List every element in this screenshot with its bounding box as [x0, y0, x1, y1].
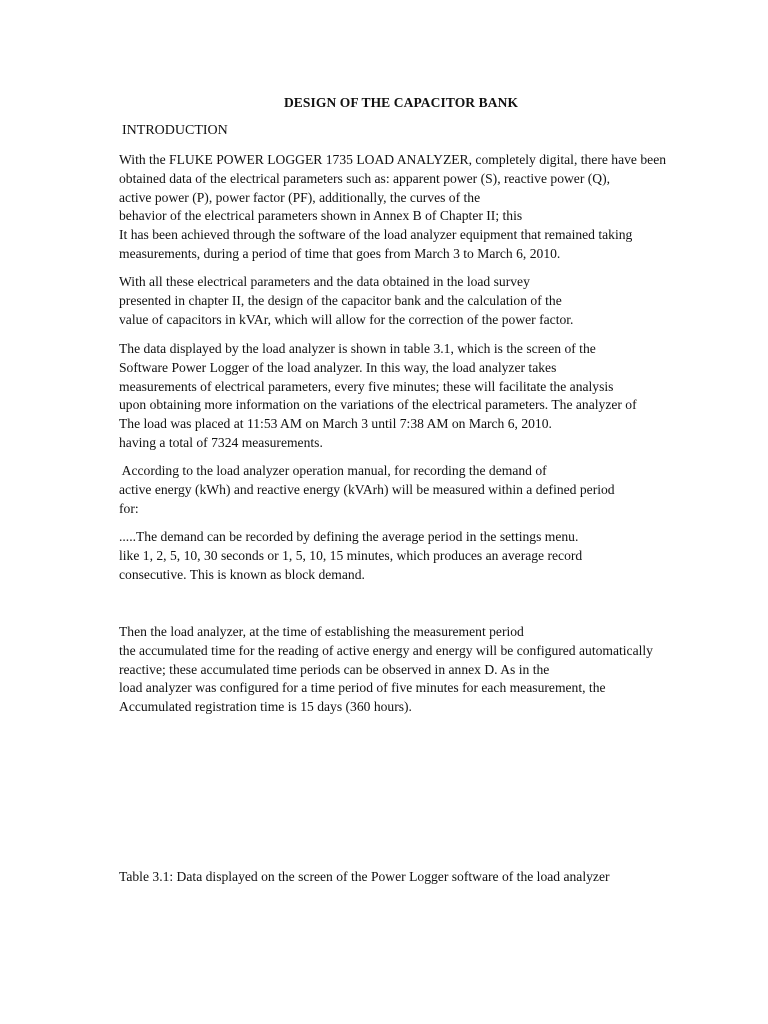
paragraph-line: With the FLUKE POWER LOGGER 1735 LOAD ANALYZER, completely digital, there have been	[119, 152, 667, 167]
paragraph-line: active energy (kWh) and reactive energy (kVArh) will be measured within a defined period	[119, 481, 615, 497]
paragraph-block-demand	[119, 528, 719, 584]
paragraph-operation-manual	[119, 462, 719, 518]
paragraph-intro	[119, 151, 719, 264]
paragraph-data-displayed	[119, 340, 719, 453]
paragraph-line: Accumulated registration time is 15 days (360 hours).	[119, 699, 412, 714]
paragraph-line: .....The demand can be recorded by defining the average period in the settings menu.	[119, 529, 579, 544]
section-heading: INTRODUCTION	[122, 123, 228, 138]
paragraph-line: reactive; these accumulated time periods can be observed in annex D. As in the	[119, 661, 550, 677]
paragraph-line: According to the load analyzer operation manual, for recording the demand of	[119, 463, 547, 478]
paragraph-line: presented in chapter II, the design of the capacitor bank and the calculation of the	[119, 292, 562, 308]
paragraph-line: measurements, during a period of time that goes from March 3 to March 6, 2010.	[119, 245, 561, 261]
paragraph-measurement-period	[119, 623, 719, 717]
document-title: DESIGN OF THE CAPACITOR BANK	[283, 95, 519, 110]
paragraph-line: active power (P), power factor (PF), additionally, the curves of the	[119, 189, 481, 205]
paragraph-line: value of capacitors in kVAr, which will allow for the correction of the power factor.	[119, 311, 574, 327]
paragraph-line: for:	[119, 500, 139, 516]
paragraph-line: measurements of electrical parameters, every five minutes; these will facilitate the analysis	[119, 378, 614, 394]
paragraph-line: The data displayed by the load analyzer is shown in table 3.1, which is the screen of the	[119, 341, 596, 356]
table-caption: Table 3.1: Data displayed on the screen of the Power Logger software of the load analyzer	[119, 869, 610, 884]
paragraph-parameters	[119, 273, 719, 329]
paragraph-line: consecutive. This is known as block demand.	[119, 566, 365, 582]
paragraph-line: obtained data of the electrical parameters such as: apparent power (S), reactive power (Q),	[119, 170, 611, 186]
paragraph-line: behavior of the electrical parameters shown in Annex B of Chapter II; this	[119, 208, 523, 224]
paragraph-line: upon obtaining more information on the variations of the electrical parameters. The analyzer of	[119, 397, 637, 413]
paragraph-line: like 1, 2, 5, 10, 30 seconds or 1, 5, 10, 15 minutes, which produces an average record	[119, 547, 583, 563]
paragraph-line: Then the load analyzer, at the time of establishing the measurement period	[119, 624, 524, 639]
paragraph-line: the accumulated time for the reading of active energy and energy will be configured automatically	[119, 642, 653, 658]
paragraph-line: It has been achieved through the software of the load analyzer equipment that remained taking	[119, 227, 633, 242]
paragraph-line: load analyzer was configured for a time period of five minutes for each measurement, the	[119, 680, 606, 696]
paragraph-line: With all these electrical parameters and the data obtained in the load survey	[119, 274, 530, 289]
paragraph-line: The load was placed at 11:53 AM on March 3 until 7:38 AM on March 6, 2010.	[119, 416, 552, 431]
paragraph-line: having a total of 7324 measurements.	[119, 434, 323, 450]
paragraph-line: Software Power Logger of the load analyzer. In this way, the load analyzer takes	[119, 359, 557, 375]
